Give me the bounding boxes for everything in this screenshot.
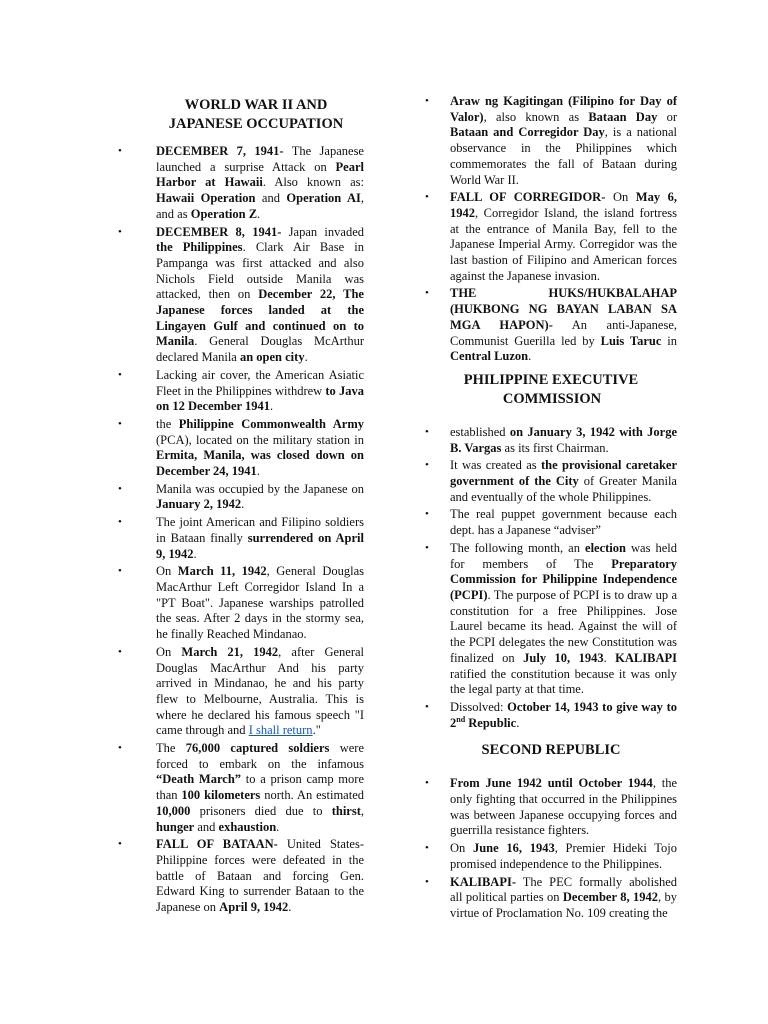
bullet-icon: • [425, 459, 429, 472]
text-run: , Corregidor Island, the island fortress at the entrance of Manila Bay, fell to the Japanese Imperial Army. Corregidor was the last bastion of Filipino and American forces against the Japanese invasion. [450, 205, 677, 283]
bullet-icon: • [425, 508, 429, 521]
list-item [425, 841, 677, 872]
left-column [118, 92, 364, 918]
text-run: ." [312, 723, 321, 738]
text-run: Manila was occupied by the Japanese on [156, 481, 364, 496]
bold-text: the provisional caretaker government of the City [450, 458, 677, 489]
section-heading-line: PHILIPPINE EXECUTIVE [463, 371, 639, 388]
text-run: On [605, 190, 636, 205]
text-run: was held for members of The [450, 540, 677, 571]
bullet-icon: • [118, 145, 122, 157]
list-item [118, 564, 364, 643]
bullet-icon: • [425, 700, 429, 713]
bold-text: Central Luzon [450, 349, 529, 364]
bold-text: From June 1942 until October 1944 [450, 776, 653, 791]
bullet-icon: • [425, 875, 429, 888]
list-item [118, 225, 364, 366]
bold-text: Operation AI [286, 191, 361, 206]
bold-text: 10,000 [156, 803, 191, 818]
bold-text: March 21, 1942 [181, 644, 279, 659]
bold-text: July 10, 1943 [523, 650, 604, 665]
text-run: in [661, 333, 677, 348]
bold-text: Araw ng Kagitingan (Filipino for Day of Valor) [450, 94, 677, 124]
text-run: . [269, 399, 274, 414]
bold-text: Philippine Commonwealth Army [178, 416, 364, 431]
bullet-list [425, 94, 677, 365]
text-run: The real puppet government because each dept. has a Japanese “adviser” [450, 507, 677, 538]
section-heading [425, 371, 677, 409]
text-run: north. An estimated [260, 788, 365, 803]
bold-text: December 22, The Japanese forces landed at the Lingayen Gulf and continued on to Manila [156, 287, 364, 349]
bullet-icon: • [425, 842, 429, 855]
bullet-icon: • [425, 541, 429, 554]
text-run: . Clark Air Base in Pampanga was first attacked and also Nichols Field outside Manila was attacked, then on [156, 240, 365, 302]
bullet-icon: • [118, 368, 122, 381]
text-run: , Premier Hideki Tojo promised independence to the Philippines. [450, 841, 678, 871]
bold-text: Luis Taruc [600, 333, 662, 348]
text-run: were forced to embark on the infamous [156, 741, 364, 771]
text-run: On [156, 564, 178, 579]
bullet-icon: • [425, 287, 429, 300]
bold-text: March 11, 1942 [177, 564, 267, 579]
text-run: , also known as [483, 109, 589, 124]
text-run: United States-Philippine forces were defeated in the battle of Bataan and forcing Gen. Edward King to surrender Bataan to the Japanese on [156, 837, 364, 915]
text-run: The following month, an [450, 540, 586, 555]
text-run: , is a national observance in the Philippines which commemorates the fall of Bataan during World War II. [450, 125, 678, 187]
bold-text: election [585, 540, 626, 555]
text-run: and [255, 191, 287, 206]
text-run: of Greater Manila and eventually of the whole Philippines. [450, 474, 677, 504]
list-item [425, 190, 677, 284]
text-run: , General Douglas MacArthur Left Corregidor Island In a "PT Boat". Japanese warships patrolled the seas. After 2 days in the stormy sea, he finally Reached Mindanao. [156, 564, 364, 642]
list-item [425, 700, 677, 731]
bullet-icon: • [118, 838, 122, 851]
bold-text: Bataan Day [588, 109, 658, 124]
text-run: (PCA), located on the military station in [156, 432, 364, 447]
text-run: The Japanese launched a surprise Attack on [156, 144, 364, 174]
text-run: . [241, 497, 245, 512]
text-run: established [450, 424, 510, 439]
text-run: Japan invaded [281, 224, 364, 239]
bold-text: Republic [465, 715, 517, 730]
bold-text: January 2, 1942 [156, 497, 242, 512]
text-run: , after General Douglas MacArthur And his party arrived in Mindanao, he and his party flew to Melbourne, Australia. This is where he declared his famous speech "I came through and [156, 644, 365, 738]
bold-text: October 14, 1943 to give way to 2 [450, 699, 677, 730]
text-run: . [193, 546, 197, 561]
bold-text: Preparatory Commission for Philippine Independence (PCPI) [450, 556, 677, 602]
list-item [118, 482, 364, 513]
text-run: . [256, 464, 260, 479]
text-run: to a prison camp more than [156, 772, 364, 803]
bold-text: KALIBAPI- [450, 874, 516, 889]
text-run: The joint American and Filipino soldiers in Bataan finally [156, 515, 364, 545]
text-run: ratified the constitution because it was only the legal party at that time. [450, 666, 677, 697]
bold-text: 76,000 captured soldiers [185, 741, 330, 756]
text-run: Lacking air cover, the American Asiatic Fleet in the Philippines withdrew [156, 367, 364, 398]
text-run: . [257, 206, 261, 221]
text-run: , and as [156, 191, 364, 221]
bold-text: Pearl Harbor at Hawaii [156, 159, 364, 190]
bold-text: DECEMBER 8, 1941- [156, 224, 282, 239]
text-run: . General Douglas McArthur declared Manila [156, 334, 364, 365]
text-run: The [156, 741, 186, 756]
text-run: as its first Chairman. [501, 440, 609, 455]
section-heading-line: COMMISSION [502, 390, 602, 407]
bullet-list [118, 144, 364, 916]
bullet-icon: • [425, 191, 429, 204]
bold-text: the Philippines [156, 240, 243, 255]
text-run: . [288, 900, 292, 915]
bullet-icon: • [425, 777, 429, 790]
bold-text: an open city [239, 350, 305, 365]
section-heading: SECOND REPUBLIC [481, 742, 621, 759]
list-item [425, 776, 677, 839]
bullet-icon: • [425, 425, 429, 438]
list-item [118, 741, 364, 835]
bold-text: “Death March” [156, 772, 242, 787]
bold-text: DECEMBER 7, 1941- [156, 144, 284, 158]
hyperlink[interactable]: I shall return [248, 723, 313, 738]
bullet-icon: • [118, 516, 122, 529]
text-run: . [516, 715, 520, 730]
bullet-icon: • [118, 417, 122, 430]
text-run: Dissolved: [450, 699, 508, 714]
text-run: The PEC formally abolished all political parties on [450, 874, 677, 905]
text-run: An anti-Japanese, Communist Guerilla led by [450, 317, 677, 348]
bold-text: exhaustion [218, 819, 277, 834]
list-item [425, 286, 677, 365]
text-run: and [194, 819, 219, 834]
bold-text: nd [456, 714, 466, 724]
bullet-icon: • [118, 565, 122, 578]
list-item [425, 541, 677, 698]
text-run: . The purpose of PCPI is to draw up a constitution for a free Philippines. Jose Laurel became its head. Against the will of the PCPI delegates the new Constitution was finalized on [450, 587, 677, 665]
bold-text: KALIBAPI [615, 650, 677, 665]
bold-text: Bataan and Corregidor Day [450, 125, 605, 140]
text-run: the [156, 416, 179, 431]
bold-text: hunger [156, 819, 195, 834]
text-run: , the only fighting that occurred in the Philippines was between Japanese occupying forces and guerrilla resistance fighters. [450, 776, 678, 838]
list-item [118, 515, 364, 562]
text-run: , by virtue of Proclamation No. 109 creating the [450, 890, 678, 920]
bullet-icon: • [118, 645, 122, 658]
list-item [118, 417, 364, 480]
text-run: On [450, 841, 473, 856]
text-run: On [156, 644, 182, 659]
list-item [118, 368, 364, 415]
text-run: or [657, 109, 678, 124]
list-item [118, 144, 364, 223]
bold-text: Operation Z [190, 206, 258, 221]
text-run: , [360, 803, 364, 818]
bold-text: Ermita, Manila, was closed down on December 24, 1941 [156, 448, 364, 479]
bold-text: thirst [331, 803, 361, 818]
list-item [425, 94, 677, 188]
bold-text: surrendered on April 9, 1942 [156, 530, 365, 561]
list-item [425, 458, 677, 505]
bold-text: April 9, 1942 [219, 900, 289, 915]
bold-text: to Java on 12 December 1941 [156, 383, 364, 414]
bullet-icon: • [118, 225, 122, 238]
bold-text: 100 kilometers [181, 788, 261, 803]
bold-text: May 6, 1942 [450, 190, 677, 220]
text-run: . [276, 819, 280, 834]
bullet-icon: • [425, 95, 429, 107]
text-run: . [603, 650, 616, 665]
bullet-list [425, 425, 677, 731]
bold-text: Hawaii Operation [156, 191, 256, 206]
list-item [425, 507, 677, 538]
list-item [425, 425, 677, 456]
text-run: . Also known as: [262, 175, 364, 190]
text-run: It was created as [450, 458, 541, 473]
bold-text: December 8, 1942 [562, 890, 658, 905]
text-run: . [304, 350, 308, 365]
list-item [425, 875, 677, 922]
list-item [118, 645, 364, 739]
bullet-icon: • [118, 742, 122, 755]
text-run: prisoners died due to [190, 803, 332, 818]
bullet-icon: • [118, 482, 122, 495]
bold-text: FALL OF CORREGIDOR- [450, 190, 606, 205]
right-column [425, 94, 677, 924]
bold-text: on January 3, 1942 with Jorge B. Vargas [450, 424, 677, 455]
text-run: . [528, 349, 532, 364]
page-title: WORLD WAR II AND JAPANESE OCCUPATION [168, 97, 344, 132]
bold-text: FALL OF BATAAN- [156, 837, 278, 852]
bold-text: June 16, 1943 [472, 841, 555, 856]
bullet-list [425, 776, 677, 921]
bold-text: THE HUKS/HUKBALAHAP (HUKBONG NG BAYAN LABAN SA MGA HAPON)- [450, 286, 677, 332]
list-item [118, 837, 364, 916]
